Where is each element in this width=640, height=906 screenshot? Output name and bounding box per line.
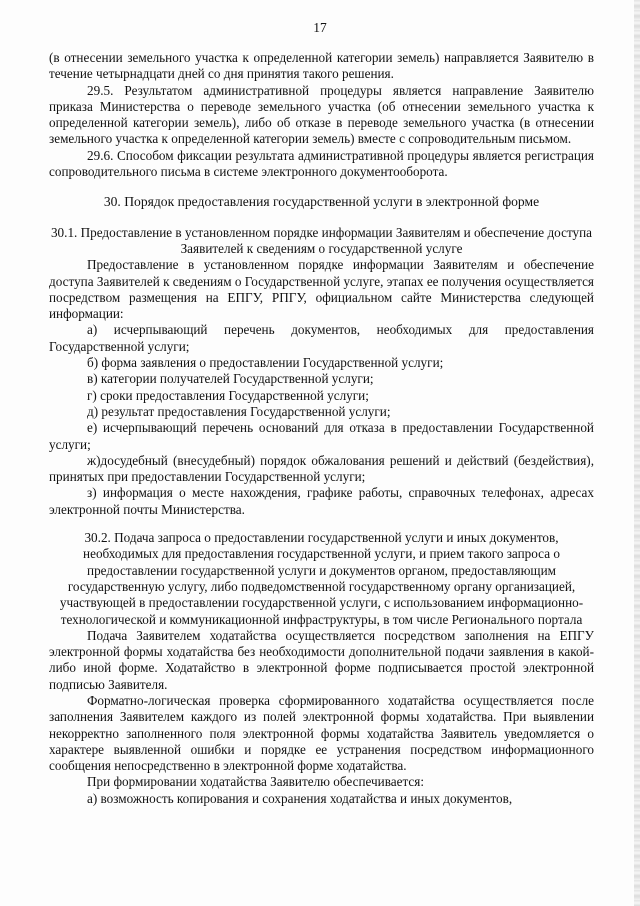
paragraph-submission: Подача Заявителем ходатайства осуществляется посредством заполнения на ЕПГУ электронной формы ходатайства без необходимости дополнительной подачи заявления в какой-либо иной форме. Ходатайство в электронной форме подписывается простой электронной подписью Заявителя. [49, 627, 594, 692]
paragraph-continuation: (в отнесении земельного участка к определенной категории земель) направляется Заявителю в течение четырнадцати дней со дня принятия такого решения. [49, 50, 594, 82]
list-item-zh: ж)досудебный (внесудебный) порядок обжалования решений и действий (бездействия), принятых при предоставлении Государственной услуги; [49, 452, 594, 485]
scan-edge [634, 0, 640, 906]
page-number: 17 [313, 20, 327, 35]
document-body [49, 50, 594, 807]
list-item-z: з) информация о месте нахождения, графике работы, справочных телефонах, адресах электронной почты Министерства. [49, 485, 594, 517]
paragraph-info-intro: Предоставление в установленном порядке информации Заявителям и обеспечение доступа Заявителей к сведениям о Государственной услуге, этапах ее получения осуществляется посредством размещения на ЕПГУ, РПГУ, официальном сайте Министерства следующей информации: [49, 257, 594, 322]
list-item-v: в) категории получателей Государственной услуги; [87, 371, 374, 387]
list-item-a: а) исчерпывающий перечень документов, необходимых для предоставления Государственной услуги; [49, 322, 594, 354]
paragraph-29-5: 29.5. Результатом административной процедуры является направление Заявителю приказа Министерства о переводе земельного участка (об отнесении земельного участка к определенной категории земель), либо об отказе в переводе земельного участка (в отнесении земельного участка к определенной категории земель) вместе с сопроводительным письмом. [49, 82, 594, 147]
subsection-heading-30-1: 30.1. Предоставление в установленном порядке информации Заявителям и обеспечение доступа Заявителей к сведениям о государственной услуге [50, 224, 593, 256]
list-item-a-copy: а) возможность копирования и сохранения ходатайства и иных документов, [87, 790, 513, 806]
paragraph-29-6: 29.6. Способом фиксации результата административной процедуры является регистрация сопроводительного письма в системе электронного документооборота. [49, 147, 594, 180]
list-item-b: б) форма заявления о предоставлении Государственной услуги; [87, 355, 444, 371]
list-item-e: е) исчерпывающий перечень оснований для отказа в предоставлении Государственной услуги; [49, 420, 594, 452]
paragraph-provision: При формировании ходатайства Заявителю обеспечивается: [87, 774, 425, 790]
subsection-heading-30-2: 30.2. Подача запроса о предоставлении государственной услуги и иных документов, необходимых для предоставления государственной услуги, и прием такого запроса о предоставлении государственной услуги и документов органом, предоставляющим государственную услугу, либо подведомственной государственному органу организацией, участвующей в предоставлении государственной услуги, с использованием информационно-технологической и коммуникационной инфраструктуры, в том числе Регионального портала [59, 530, 584, 627]
list-item-d: д) результат предоставления Государственной услуги; [87, 403, 391, 419]
list-item-g: г) сроки предоставления Государственной услуги; [87, 387, 369, 403]
section-heading-30: 30. Порядок предоставления государственной услуги в электронной форме [103, 194, 540, 210]
paragraph-validation: Форматно-логическая проверка сформированного ходатайства осуществляется после заполнения Заявителем каждого из полей электронной формы ходатайства. При выявлении некорректно заполненного поля электронной формы ходатайства Заявитель уведомляется о характере выявленной ошибки и порядке ее устранения посредством информационного сообщения непосредственно в электронной форме ходатайства. [49, 692, 594, 774]
